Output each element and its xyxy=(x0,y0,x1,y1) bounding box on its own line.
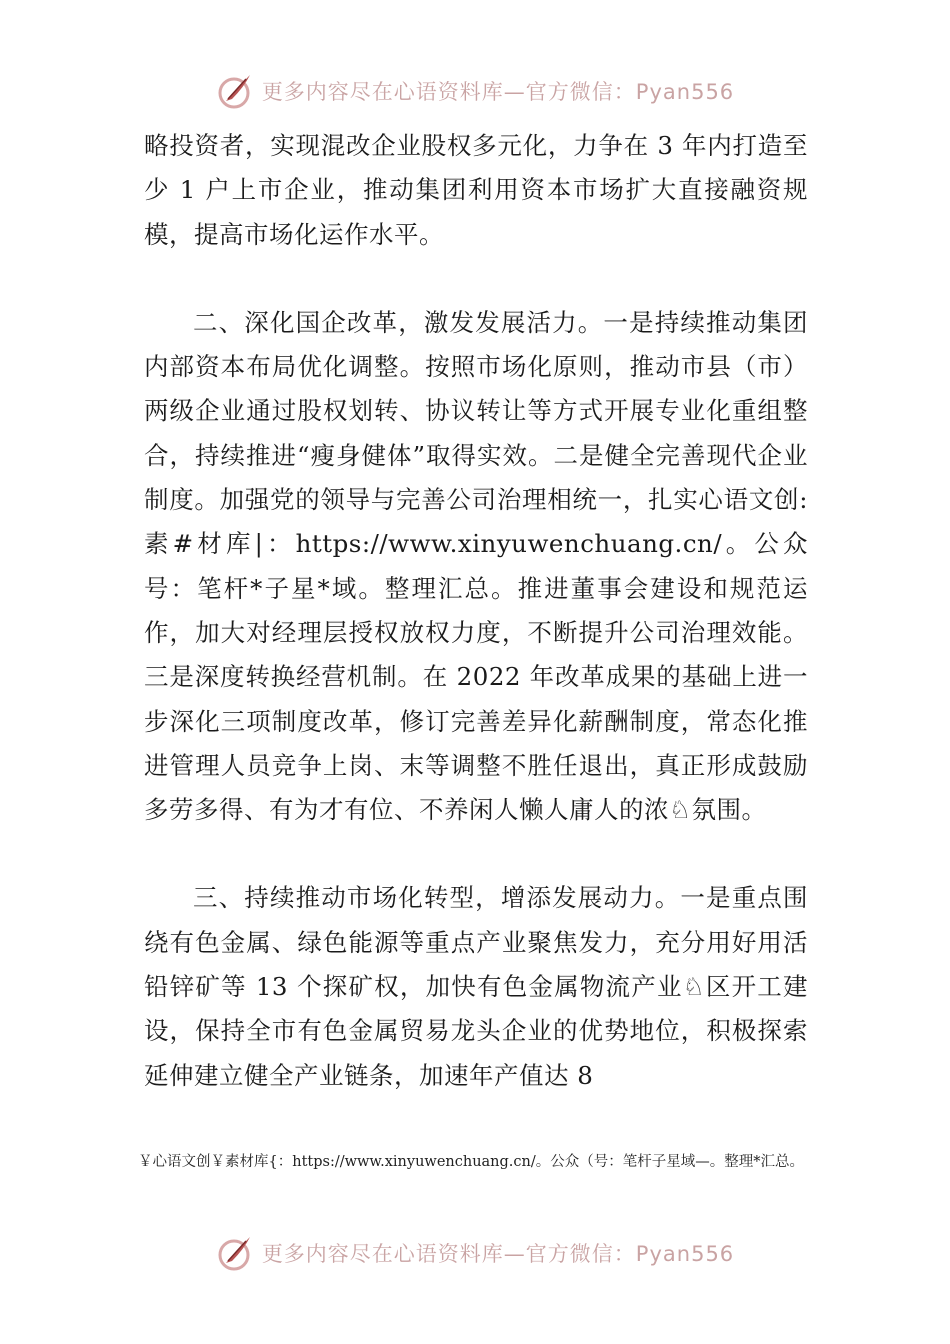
paragraph-section-two: 二、深化国企改革，激发发展活力。一是持续推动集团内部资本布局优化调整。按照市场化原则，推动市县（市）两级企业通过股权划转、协议转让等方式开展专业化重组整合，持续推进“瘦身健体”取得实效。二是健全完善现代企业制度。加强党的领导与完善公司治理相统一，扎实心语文创:素#材库|：https://www.xinyuwenchuang.cn/。公众号：笔杆*子星*域。整理汇总。推进董事会建设和规范运作，加大对经理层授权放权力度，不断提升公司治理效能。三是深度转换经营机制。在 2022 年改革成果的基础上进一步深化三项制度改革，修订完善差异化薪酬制度，常态化推进管理人员竞争上岗、末等调整不胜任退出，真正形成鼓励多劳多得、有为才有位、不养闲人懒人庸人的浓♘氛围。 xyxy=(144,307,808,825)
quill-pen-seal-icon xyxy=(216,71,256,111)
header-banner-text: 更多内容尽在心语资料库—官方微信：Pyan556 xyxy=(261,80,735,104)
footer-banner xyxy=(0,1228,950,1278)
paragraph-continuation: 略投资者，实现混改企业股权多元化，力争在 3 年内打造至少 1 户上市企业，推动集团利用资本市场扩大直接融资规模，提高市场化运作水平。 xyxy=(144,131,808,249)
document-body xyxy=(144,124,808,1098)
footer-banner-text: 更多内容尽在心语资料库—官方微信：Pyan556 xyxy=(261,1242,735,1266)
quill-pen-seal-icon xyxy=(216,1233,256,1273)
footnote: ￥心语文创￥素材库{：https://www.xinyuwenchuang.cn/。公众（号：笔杆子星域—。整理*汇总。 xyxy=(138,1154,804,1170)
paragraph-section-three: 三、持续推动市场化转型，增添发展动力。一是重点围绕有色金属、绿色能源等重点产业聚焦发力，充分用好用活铅锌矿等 13 个探矿权，加快有色金属物流产业♘区开工建设，保持全市有色金属贸易龙头企业的优势地位，积极探索延伸建立健全产业链条，加速年产值达 8 xyxy=(144,883,808,1090)
header-banner xyxy=(0,66,950,116)
